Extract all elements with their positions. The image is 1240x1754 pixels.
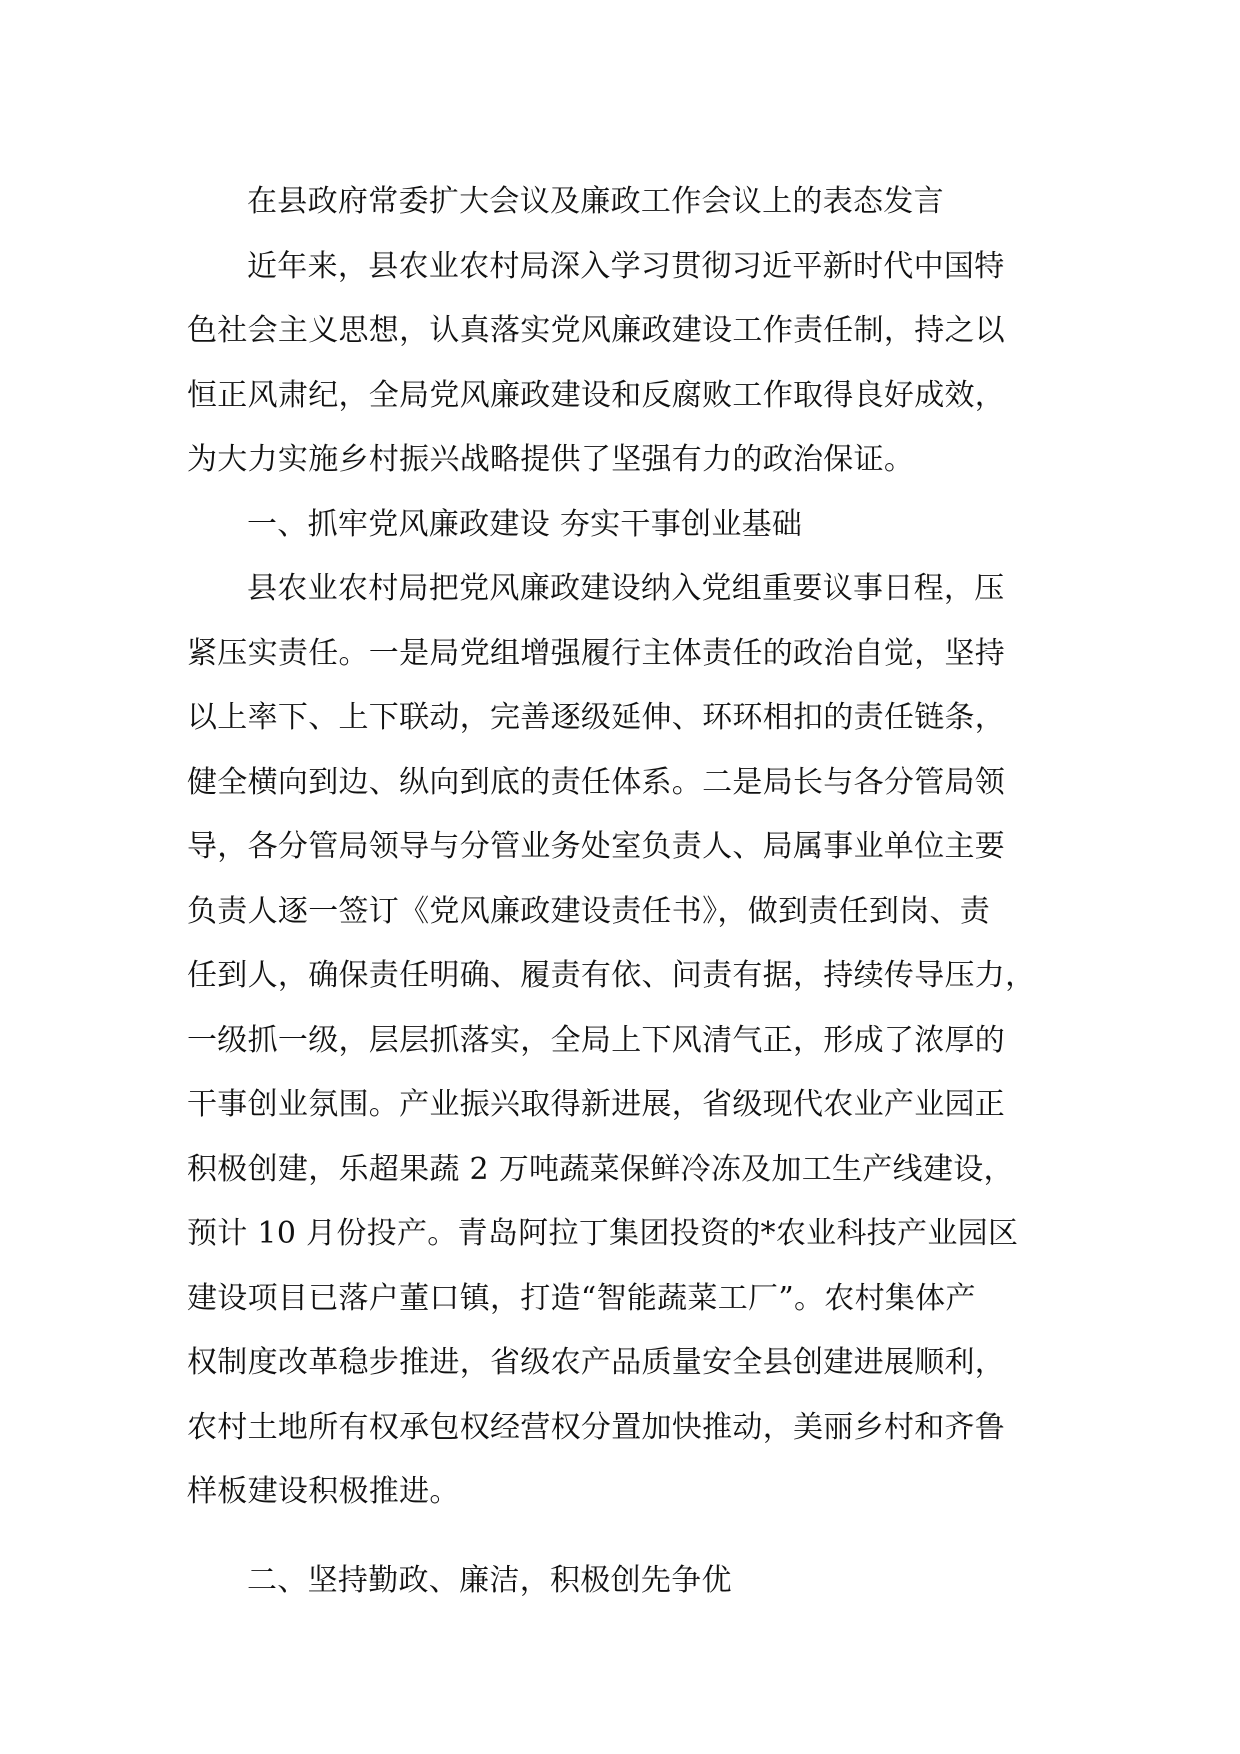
paragraph-spacer xyxy=(187,1525,1059,1549)
paragraph-2-line: 样板建设积极推进。 xyxy=(187,1474,460,1509)
paragraph-2-line: 健全横向到边、纵向到底的责任体系。二是局长与各分管局领 xyxy=(187,764,1006,800)
section-heading-1: 一、抓牢党风廉政建设 夯实干事创业基础 xyxy=(247,506,803,542)
paragraph-2-line: 预计 10 月份投产。青岛阿拉丁集团投资的*农业科技产业园区 xyxy=(187,1216,1019,1251)
paragraph-2-line: 紧压实责任。一是局党组增强履行主体责任的政治自觉，坚持 xyxy=(187,635,1006,671)
paragraph-1-line: 为大力实施乡村振兴战略提供了坚强有力的政治保证。 xyxy=(187,442,915,477)
paragraph-2-line: 一级抓一级，层层抓落实，全局上下风清气正，形成了浓厚的 xyxy=(187,1022,1006,1058)
document-body xyxy=(187,170,1059,1613)
paragraph-2-line: 任到人，确保责任明确、履责有依、问责有据，持续传导压力， xyxy=(187,958,1036,993)
paragraph-1-line: 近年来，县农业农村局深入学习贯彻习近平新时代中国特 xyxy=(247,248,1005,284)
paragraph-2-line: 以上率下、上下联动，完善逐级延伸、环环相扣的责任链条， xyxy=(187,700,1006,735)
paragraph-1-line: 恒正风肃纪，全局党风廉政建设和反腐败工作取得良好成效， xyxy=(187,377,1006,413)
paragraph-2-line: 建设项目已落户董口镇，打造“智能蔬菜工厂”。农村集体产 xyxy=(187,1280,976,1316)
paragraph-2-line: 权制度改革稳步推进，省级农产品质量安全县创建进展顺利， xyxy=(187,1345,1006,1380)
paragraph-2-line: 县农业农村局把党风廉政建设纳入党组重要议事日程，压 xyxy=(247,571,1005,606)
paragraph-2-line: 农村土地所有权承包权经营权分置加快推动，美丽乡村和齐鲁 xyxy=(187,1409,1006,1445)
paragraph-2-line: 负责人逐一签订《党风廉政建设责任书》，做到责任到岗、责 xyxy=(187,893,991,929)
section-heading-2: 二、坚持勤政、廉洁，积极创先争优 xyxy=(247,1562,732,1598)
paragraph-1-line: 色社会主义思想，认真落实党风廉政建设工作责任制，持之以 xyxy=(187,313,1006,348)
document-title: 在县政府常委扩大会议及廉政工作会议上的表态发言 xyxy=(247,184,944,219)
paragraph-2-line: 积极创建，乐超果蔬 2 万吨蔬菜保鲜冷冻及加工生产线建设， xyxy=(187,1151,1014,1187)
paragraph-2-line: 干事创业氛围。产业振兴取得新进展，省级现代农业产业园正 xyxy=(187,1087,1006,1122)
paragraph-2-line: 导，各分管局领导与分管业务处室负责人、局属事业单位主要 xyxy=(187,829,1006,864)
